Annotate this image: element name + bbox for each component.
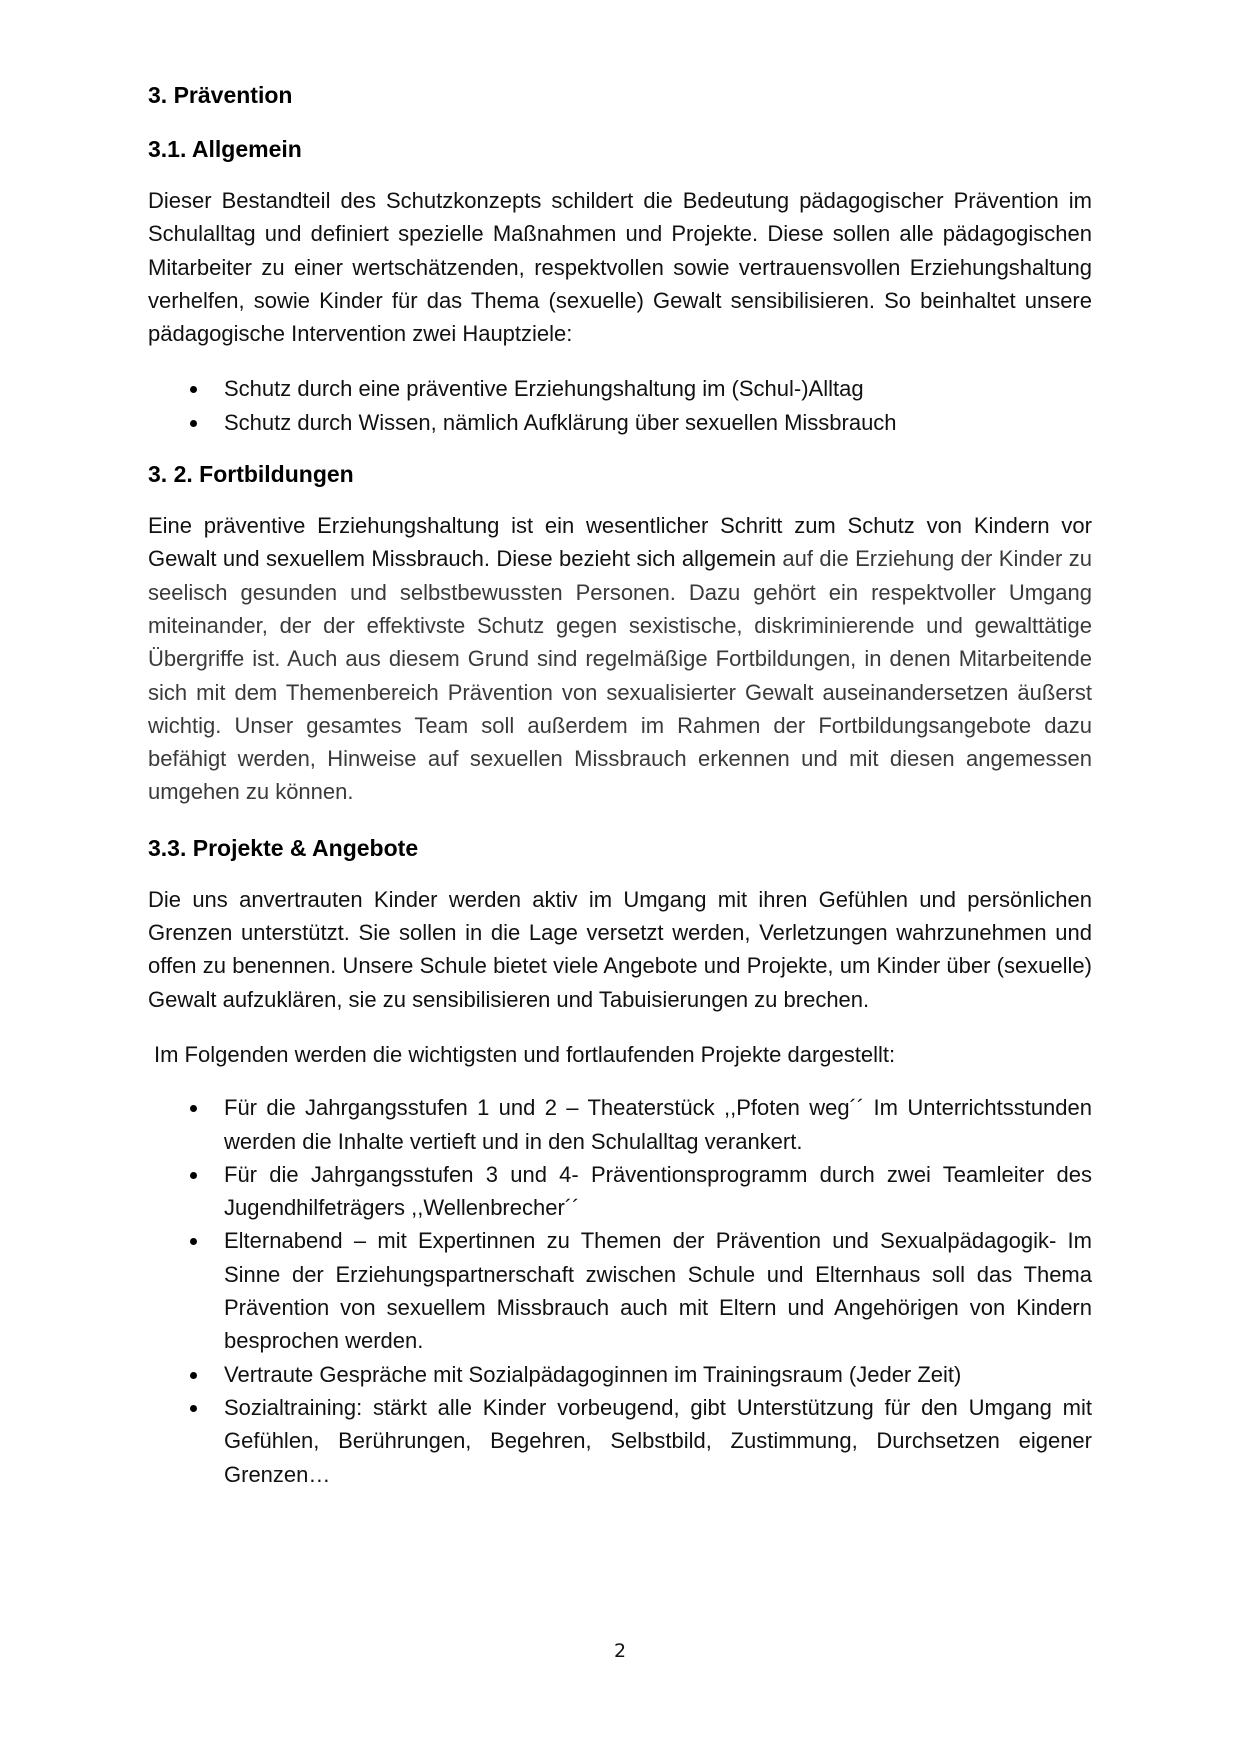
bullet-icon bbox=[190, 420, 197, 427]
bullet-icon bbox=[190, 386, 197, 393]
heading-projekte-angebote: 3.3. Projekte & Angebote bbox=[148, 834, 419, 861]
goal-item bbox=[148, 406, 1092, 439]
goal-text: Schutz durch Wissen, nämlich Aufklärung über sexuellen Missbrauch bbox=[224, 409, 897, 435]
heading-allgemein: 3.1. Allgemein bbox=[148, 136, 302, 162]
heading-fortbildungen: 3. 2. Fortbildungen bbox=[148, 461, 354, 488]
project-text: Elternabend – mit Expertinnen zu Themen der Prävention und Sexualpädagogik- Im Sinne der Erziehungspartnerschaft zwischen Schule und Elternhaus soll das Thema Prävention von sexuellem Missbrauch auch mit Eltern und Angehörigen von Kindern besprochen werden. bbox=[224, 1228, 1092, 1354]
bullet-icon bbox=[190, 1105, 197, 1112]
page-content bbox=[148, 78, 1092, 1491]
project-item bbox=[148, 1158, 1092, 1225]
project-text: Für die Jahrgangsstufen 3 und 4- Präventionsprogramm durch zwei Teamleiter des Jugendhilfeträgers ,,Wellenbrecher´´ bbox=[224, 1161, 1092, 1221]
project-text: Für die Jahrgangsstufen 1 und 2 – Theaterstück ,,Pfoten weg´´ Im Unterrichtsstunden werden die Inhalte vertieft und in den Schulalltag verankert. bbox=[224, 1095, 1092, 1154]
paragraph-fortbildungen bbox=[148, 509, 1092, 809]
paragraph-projekte: Die uns anvertrauten Kinder werden aktiv im Umgang mit ihren Gefühlen und persönlichen Grenzen unterstützt. Sie sollen in die Lage versetzt werden, Verletzungen wahrzunehmen und offen zu benennen. Unsere Schule bietet viele Angebote und Projekte, um Kinder über (sexuelle) Gewalt aufzuklären, sie zu sensibilisieren und Tabuisierungen zu brechen. bbox=[148, 886, 1092, 1012]
paragraph-projekte-intro: Im Folgenden werden die wichtigsten und fortlaufenden Projekte dargestellt: bbox=[154, 1041, 896, 1067]
bullet-icon bbox=[190, 1238, 197, 1245]
paragraph-fortbildungen-part1: Eine präventive Erziehungshaltung ist ein wesentlicher Schritt zum Schutz von Kindern vor Gewalt und sexuellem Missbrauch. Diese bezieht sich allgemein bbox=[148, 513, 1092, 572]
project-item bbox=[148, 1358, 1092, 1391]
bullet-icon bbox=[190, 1405, 197, 1412]
goals-list bbox=[148, 372, 1092, 439]
paragraph-fortbildungen-part2: auf die Erziehung der Kinder zu seelisch gesunden und selbstbewussten Personen. bbox=[148, 546, 1092, 605]
heading-praevention: 3. Prävention bbox=[148, 82, 293, 108]
project-item bbox=[148, 1091, 1092, 1158]
project-text: Sozialtraining: stärkt alle Kinder vorbeugend, gibt Unterstützung für den Umgang mit Gefühlen, Berührungen, Begehren, Selbstbild, Zustimmung, Durchsetzen eigener Grenzen… bbox=[224, 1394, 1092, 1487]
bullet-icon bbox=[190, 1172, 197, 1179]
project-item bbox=[148, 1224, 1092, 1357]
page-number: 2 bbox=[613, 1640, 627, 1662]
projects-list bbox=[148, 1091, 1092, 1491]
goal-text: Schutz durch eine präventive Erziehungshaltung im (Schul-)Alltag bbox=[224, 376, 864, 402]
paragraph-fortbildungen-part3: Dazu gehört ein respektvoller Umgang miteinander, der der effektivste Schutz gegen sexistische, diskriminierende und gewalttätige Übergriffe ist. Auch aus diesem Grund sind regelmäßige Fortbildungen, in denen Mitarbeitende sich mit dem Themenbereich Prävention von sexualisierter Gewalt auseinandersetzen äußerst wichtig. Unser gesamtes Team soll außerdem im Rahmen der Fortbildungsangebote dazu befähigt werden, Hinweise auf sexuellen Missbrauch erkennen und mit diesen angemessen umgehen zu können. bbox=[148, 579, 1092, 805]
paragraph-allgemein: Dieser Bestandteil des Schutzkonzepts schildert die Bedeutung pädagogischer Prävention im Schulalltag und definiert spezielle Maßnahmen und Projekte. Diese sollen alle pädagogischen Mitarbeiter zu einer wertschätzenden, respektvollen sowie vertrauensvollen Erziehungshaltung verhelfen, sowie Kinder für das Thema (sexuelle) Gewalt sensibilisieren. So beinhaltet unsere pädagogische Intervention zwei Hauptziele: bbox=[148, 188, 1092, 347]
goal-item bbox=[148, 372, 1092, 405]
project-item bbox=[148, 1391, 1092, 1491]
bullet-icon bbox=[190, 1372, 197, 1379]
project-text: Vertraute Gespräche mit Sozialpädagoginnen im Trainingsraum (Jeder Zeit) bbox=[224, 1361, 962, 1387]
